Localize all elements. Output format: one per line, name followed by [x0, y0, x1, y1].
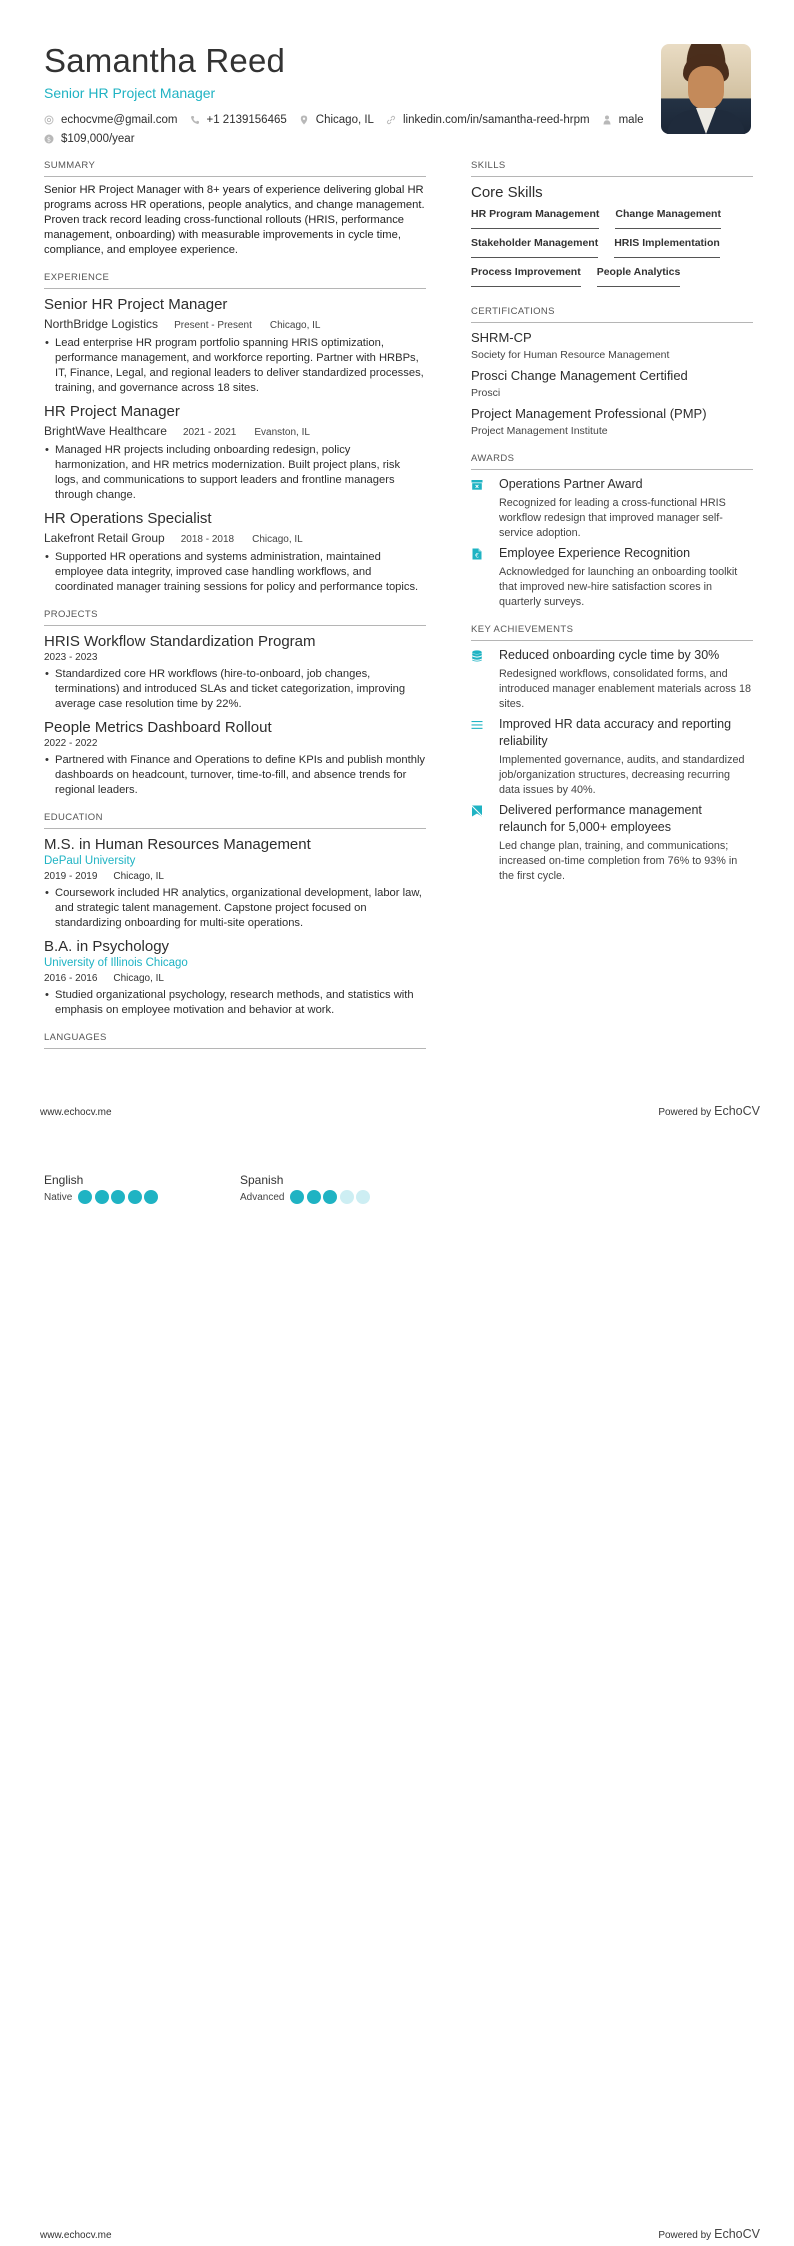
skills-group-title: Core Skills	[471, 184, 543, 201]
award-body	[499, 476, 753, 541]
achievement-title: Improved HR data accuracy and reporting reliability	[499, 717, 732, 748]
certification-issuer: Project Management Institute	[471, 425, 608, 437]
achievement-item	[471, 647, 753, 712]
achievement-item	[471, 716, 753, 798]
link-icon	[386, 115, 396, 125]
powered-by-label: Powered by	[658, 2230, 712, 2241]
bullet: • Managed HR projects including onboarding redesign, policy harmonization, and HR metrics modernization. Built project plans, risk logs, and communications to support leaders and frontline managers through change.	[44, 443, 426, 503]
photo-face	[688, 66, 724, 110]
experience-item	[44, 295, 426, 396]
contact-email-value: echocvme@gmail.com	[61, 114, 178, 126]
awards-section	[471, 453, 753, 610]
project-item	[44, 718, 426, 798]
education-section	[44, 812, 426, 1018]
skills-list	[471, 205, 753, 292]
school-name: University of Illinois Chicago	[44, 957, 188, 969]
job-company: Lakefront Retail Group	[44, 531, 165, 545]
contact-email[interactable]	[44, 112, 178, 128]
dollar-coin-icon	[44, 134, 54, 144]
footer-powered-by	[658, 2227, 760, 2241]
location-pin-icon	[299, 115, 309, 125]
education-location: Chicago, IL	[113, 871, 164, 882]
project-title: HRIS Workflow Standardization Program	[44, 633, 316, 650]
svg-text:$: $	[46, 135, 52, 144]
section-title-skills: SKILLS	[471, 160, 753, 177]
job-location: Evanston, IL	[254, 427, 310, 438]
rating-dot-filled	[290, 1190, 304, 1204]
powered-by-label: Powered by	[658, 1107, 712, 1118]
certification-name: Prosci Change Management Certified	[471, 368, 688, 383]
job-dates: 2018 - 2018	[180, 534, 235, 545]
achievement-body	[499, 802, 753, 884]
database-icon	[471, 647, 499, 712]
bullet: • Supported HR operations and systems administration, maintained employee data integrity, improved case handling workflows, and coordinated manager training sessions for policy and performance topics.	[44, 550, 426, 595]
brand-name[interactable]: EchoCV	[714, 1104, 760, 1118]
achievement-description: Led change plan, training, and communications; increased on-time completion from 76% to 93% in the first cycle.	[499, 840, 738, 882]
achievement-body	[499, 647, 753, 712]
project-title: People Metrics Dashboard Rollout	[44, 719, 272, 736]
education-bullets	[44, 886, 426, 931]
skill-item: People Analytics	[597, 263, 681, 287]
page-2-footer	[40, 2227, 760, 2241]
skill-item: HRIS Implementation	[614, 234, 720, 258]
project-dates: 2023 - 2023	[44, 652, 98, 663]
language-name: Spanish	[240, 1173, 284, 1187]
skill-item: HR Program Management	[471, 205, 599, 229]
document-currency-icon	[471, 545, 499, 610]
award-title: Operations Partner Award	[499, 477, 643, 491]
job-company: BrightWave Healthcare	[44, 424, 167, 438]
rating-dot-empty	[340, 1190, 354, 1204]
job-location: Chicago, IL	[269, 320, 321, 331]
languages-section-header	[44, 1032, 426, 1049]
certification-name: Project Management Professional (PMP)	[471, 406, 707, 421]
contact-phone-value: +1 2139156465	[206, 114, 287, 126]
education-item	[44, 835, 426, 931]
achievement-title: Reduced onboarding cycle time by 30%	[499, 648, 720, 662]
school-name: DePaul University	[44, 855, 136, 867]
project-bullets	[44, 667, 426, 712]
education-location: Chicago, IL	[113, 973, 164, 984]
achievement-item	[471, 802, 753, 884]
contact-linkedin-value: linkedin.com/in/samantha-reed-hrpm	[402, 114, 590, 126]
award-body	[499, 545, 753, 610]
achievements-section	[471, 624, 753, 884]
award-title: Employee Experience Recognition	[499, 546, 691, 560]
achievement-body	[499, 716, 753, 798]
bullet: • Lead enterprise HR program portfolio spanning HRIS optimization, performance management, and workforce reporting. Partner with HRBPs, IT, Finance, Legal, and regional leaders to deliver standardized processes, training, and governance across 18 sites.	[44, 336, 426, 396]
skill-item: Stakeholder Management	[471, 234, 598, 258]
award-description: Recognized for leading a cross-functional HRIS workflow redesign that improved manager self-service adoption.	[499, 497, 726, 539]
candidate-role: Senior HR Project Manager	[44, 85, 216, 101]
education-meta	[44, 971, 426, 986]
lines-icon	[471, 716, 499, 798]
education-dates: 2019 - 2019	[44, 871, 98, 882]
award-item	[471, 476, 753, 541]
certification-name: SHRM-CP	[471, 330, 532, 345]
education-meta	[44, 869, 426, 884]
job-title: Senior HR Project Manager	[44, 296, 228, 313]
skill-item: Process Improvement	[471, 263, 581, 287]
section-title-achievements: KEY ACHIEVEMENTS	[471, 624, 753, 641]
rating-dot-filled	[144, 1190, 158, 1204]
award-item	[471, 545, 753, 610]
project-item	[44, 632, 426, 712]
job-meta	[44, 423, 426, 441]
education-bullets	[44, 988, 426, 1018]
salary-row	[44, 131, 664, 147]
rating-dot-filled	[323, 1190, 337, 1204]
certifications-section	[471, 306, 753, 439]
language-proficiency	[240, 1190, 436, 1204]
section-title-languages: LANGUAGES	[44, 1032, 426, 1049]
education-dates: 2016 - 2016	[44, 973, 98, 984]
contact-location-value: Chicago, IL	[315, 114, 374, 126]
degree: B.A. in Psychology	[44, 938, 170, 955]
bullet: • Studied organizational psychology, research methods, and statistics with emphasis on employee motivation and behavior at work.	[44, 988, 426, 1018]
footer-website-link[interactable]: www.echocv.me	[40, 2230, 112, 2241]
rating-dot-filled	[128, 1190, 142, 1204]
svg-text:€: €	[475, 552, 479, 560]
summary-section	[44, 160, 426, 258]
achievement-description: Redesigned workflows, consolidated forms, and introduced manager enablement materials across 18 sites.	[499, 668, 752, 710]
archive-box-icon	[471, 476, 499, 541]
job-meta	[44, 530, 426, 548]
education-item	[44, 937, 426, 1018]
right-column	[471, 160, 753, 898]
project-dates: 2022 - 2022	[44, 738, 98, 749]
job-company: NorthBridge Logistics	[44, 317, 159, 331]
language-proficiency	[44, 1190, 240, 1204]
section-title-summary: SUMMARY	[44, 160, 426, 177]
language-item	[44, 1172, 240, 1204]
contact-phone[interactable]	[190, 112, 287, 128]
job-title: HR Operations Specialist	[44, 510, 212, 527]
job-bullets	[44, 443, 426, 503]
profile-photo	[661, 44, 751, 134]
experience-section	[44, 272, 426, 595]
section-title-awards: AWARDS	[471, 453, 753, 470]
job-dates: 2021 - 2021	[182, 427, 237, 438]
job-bullets	[44, 550, 426, 595]
section-title-experience: EXPERIENCE	[44, 272, 426, 289]
contact-gender	[602, 112, 644, 128]
resume-header	[44, 40, 664, 147]
achievement-description: Implemented governance, audits, and standardized job/organization structures, decreasing recurring data issues by 40%.	[499, 754, 745, 796]
languages-list	[44, 1172, 436, 1204]
language-item	[240, 1172, 436, 1204]
degree: M.S. in Human Resources Management	[44, 836, 311, 853]
contact-linkedin[interactable]	[386, 112, 590, 128]
salary-value: $109,000/year	[61, 133, 135, 145]
language-level: Advanced	[240, 1191, 285, 1203]
contact-row	[44, 112, 664, 128]
award-description: Acknowledged for launching an onboarding toolkit that improved new-hire satisfaction scores in quarterly surveys.	[499, 566, 738, 608]
rating-dot-filled	[307, 1190, 321, 1204]
footer-website-link[interactable]: www.echocv.me	[40, 1107, 112, 1118]
projects-section	[44, 609, 426, 798]
job-location: Chicago, IL	[252, 534, 303, 545]
certification-issuer: Society for Human Resource Management	[471, 349, 670, 361]
project-bullets	[44, 753, 426, 798]
rating-dot-filled	[111, 1190, 125, 1204]
section-title-projects: PROJECTS	[44, 609, 426, 626]
bullet: • Partnered with Finance and Operations to define KPIs and publish monthly dashboards on headcount, turnover, time-to-fill, and absence trends for regional leaders.	[44, 753, 426, 798]
experience-item	[44, 402, 426, 503]
skill-item: Change Management	[615, 205, 721, 229]
summary-text: Senior HR Project Manager with 8+ years of experience delivering global HR programs across HR operations, people analytics, and change management. Proven track record leading cross-functional rollouts (HRIS, performance management, onboarding) with measurable improvements in cycle time, compliance, and employee experience.	[44, 184, 425, 256]
rating-dot-filled	[95, 1190, 109, 1204]
language-level: Native	[44, 1191, 73, 1203]
experience-item	[44, 509, 426, 595]
candidate-name: Samantha Reed	[44, 42, 286, 79]
section-title-certifications: CERTIFICATIONS	[471, 306, 753, 323]
certification-issuer: Prosci	[471, 387, 501, 399]
left-column	[44, 160, 426, 1063]
phone-icon	[190, 115, 200, 125]
rating-dot-empty	[356, 1190, 370, 1204]
section-title-education: EDUCATION	[44, 812, 426, 829]
skills-section	[471, 160, 753, 292]
job-title: HR Project Manager	[44, 403, 180, 420]
contact-location	[299, 112, 374, 128]
job-dates: Present - Present	[174, 320, 252, 331]
certification-item	[471, 367, 753, 401]
page-footer	[40, 1104, 760, 1118]
brand-name[interactable]: EchoCV	[714, 2227, 760, 2241]
contact-gender-value: male	[618, 114, 644, 126]
contact-salary	[44, 131, 135, 147]
rating-dot-filled	[78, 1190, 92, 1204]
certification-item	[471, 405, 753, 439]
at-icon	[44, 115, 54, 125]
person-icon	[602, 115, 612, 125]
bullet: • Coursework included HR analytics, organizational development, labor law, and strategic talent management. Capstone project focused on standardizing onboarding for multi-site operations.	[44, 886, 426, 931]
job-bullets	[44, 336, 426, 396]
language-name: English	[44, 1173, 84, 1187]
slashed-flag-icon	[471, 802, 499, 884]
certification-item	[471, 329, 753, 363]
job-meta	[44, 316, 426, 334]
achievement-title: Delivered performance management relaunch for 5,000+ employees	[499, 803, 702, 834]
footer-powered-by	[658, 1104, 760, 1118]
bullet: • Standardized core HR workflows (hire-to-onboard, job changes, terminations) and introduced SLAs and ticket categorization, improving average case resolution time by 22%.	[44, 667, 426, 712]
